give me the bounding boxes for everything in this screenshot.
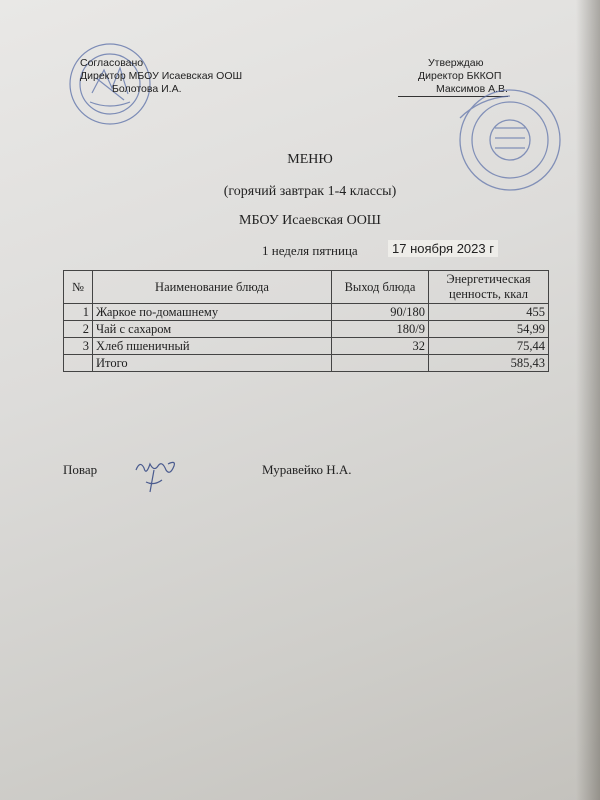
- menu-subtitle: (горячий завтрак 1-4 классы): [223, 184, 397, 199]
- approval-left-block: [80, 57, 242, 96]
- approve-label: Утверждаю: [428, 57, 484, 69]
- dish-energy: 54,99: [429, 321, 549, 338]
- cook-signature: [132, 452, 182, 498]
- right-director-label: Директор БККОП: [418, 70, 502, 82]
- cook-name: Муравейко Н.А.: [262, 462, 352, 477]
- dish-energy: 75,44: [429, 338, 549, 355]
- dish-energy: 455: [429, 304, 549, 321]
- row-number: 1: [64, 304, 93, 321]
- col-dish-header: Наименование блюда: [93, 271, 332, 304]
- total-row: [64, 355, 549, 372]
- right-stamp-seal: [440, 88, 570, 198]
- left-director-label: Директор МБОУ Исаевская ООШ: [80, 70, 243, 82]
- school-name: МБОУ Исаевская ООШ: [239, 213, 381, 228]
- total-number-cell: [64, 355, 93, 372]
- col-output-header: Выход блюда: [332, 271, 429, 304]
- dish-output: 180/9: [332, 321, 429, 338]
- right-director-name: Максимов А.В.: [398, 83, 508, 97]
- menu-table: [63, 270, 549, 372]
- row-number: 3: [64, 338, 93, 355]
- total-label: Итого: [93, 355, 332, 372]
- dish-output: 32: [332, 338, 429, 355]
- dish-name: Чай с сахаром: [93, 321, 332, 338]
- dish-name: Жаркое по-домашнему: [93, 304, 332, 321]
- week-day-label: 1 неделя пятница: [262, 243, 358, 258]
- table-row: [64, 338, 549, 355]
- menu-date: 17 ноября 2023 г: [388, 240, 498, 257]
- agreed-label: Согласовано: [80, 57, 144, 69]
- col-number-header: №: [64, 271, 93, 304]
- table-row: [64, 321, 549, 338]
- total-output-cell: [332, 355, 429, 372]
- col-energy-header: Энергетическая ценность, ккал: [429, 271, 549, 304]
- table-header-row: [64, 271, 549, 304]
- dish-output: 90/180: [332, 304, 429, 321]
- page-shadow: [576, 0, 600, 800]
- cook-role-label: Повар: [63, 462, 98, 477]
- row-number: 2: [64, 321, 93, 338]
- left-director-name: Болотова И.А.: [112, 83, 182, 95]
- menu-title: МЕНЮ: [287, 152, 333, 167]
- dish-name: Хлеб пшеничный: [93, 338, 332, 355]
- table-row: [64, 304, 549, 321]
- total-value: 585,43: [429, 355, 549, 372]
